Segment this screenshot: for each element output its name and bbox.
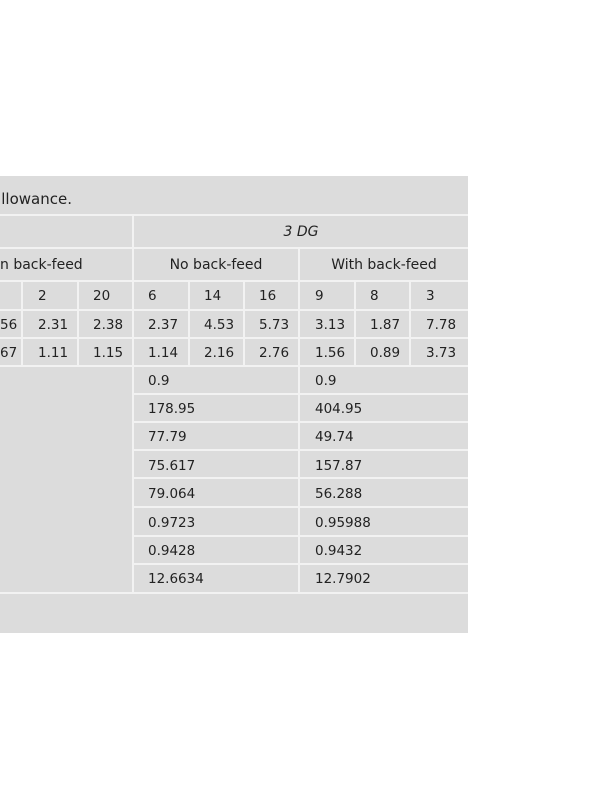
partial-row1-cell: 2.31 xyxy=(38,317,69,333)
row-divider xyxy=(133,421,468,423)
no-bf-value: 12.6634 xyxy=(148,571,204,587)
no-bf-row1-cell: 5.73 xyxy=(259,317,290,333)
col-divider xyxy=(298,247,300,594)
partial-row2-cell: 67 xyxy=(0,345,18,361)
col-divider xyxy=(21,280,23,367)
with-bf-value: 49.74 xyxy=(315,429,354,445)
caption-text: llowance. xyxy=(1,190,72,208)
row-divider xyxy=(133,535,468,537)
table-footer xyxy=(0,594,468,633)
partial-row2-cell: 1.15 xyxy=(93,345,124,361)
partial-row2-cell: 1.11 xyxy=(38,345,69,361)
no-bf-row1-cell: 2.37 xyxy=(148,317,179,333)
with-bf-value: 0.95988 xyxy=(315,515,371,531)
col-divider xyxy=(188,280,190,367)
group-header-left-back-feed: n back-feed xyxy=(0,257,83,273)
no-bf-header-cell: 16 xyxy=(259,288,277,304)
row-divider xyxy=(0,247,468,249)
table-caption xyxy=(0,176,468,214)
with-bf-value: 0.9432 xyxy=(315,543,363,559)
col-divider xyxy=(409,280,411,367)
no-bf-row2-cell: 1.14 xyxy=(148,345,179,361)
no-bf-value: 0.9428 xyxy=(148,543,196,559)
col-divider xyxy=(77,280,79,367)
row-divider xyxy=(133,477,468,479)
with-bf-row1-cell: 3.13 xyxy=(315,317,346,333)
with-bf-value: 0.9 xyxy=(315,373,337,389)
no-bf-value: 79.064 xyxy=(148,486,196,502)
partial-row1-cell: 2.38 xyxy=(93,317,124,333)
row-divider xyxy=(133,393,468,395)
with-bf-row2-cell: 0.89 xyxy=(370,345,401,361)
with-bf-row2-cell: 3.73 xyxy=(426,345,457,361)
no-bf-row2-cell: 2.76 xyxy=(259,345,290,361)
partial-header-cell: 20 xyxy=(93,288,111,304)
row-divider xyxy=(0,214,468,216)
with-bf-header-cell: 8 xyxy=(370,288,379,304)
row-divider xyxy=(0,280,468,282)
with-bf-header-cell: 9 xyxy=(315,288,324,304)
with-bf-value: 404.95 xyxy=(315,401,363,417)
no-bf-value: 178.95 xyxy=(148,401,196,417)
with-bf-value: 12.7902 xyxy=(315,571,371,587)
with-bf-row1-cell: 1.87 xyxy=(370,317,401,333)
no-bf-value: 77.79 xyxy=(148,429,187,445)
group-header-with-back-feed: With back-feed xyxy=(331,257,437,273)
partial-header-cell: 2 xyxy=(38,288,47,304)
row-divider xyxy=(0,309,468,311)
no-bf-header-cell: 6 xyxy=(148,288,157,304)
partial-row1-cell: 56 xyxy=(0,317,18,333)
with-bf-row1-cell: 7.78 xyxy=(426,317,457,333)
group-header-no-back-feed: No back-feed xyxy=(169,257,263,273)
no-bf-header-cell: 14 xyxy=(204,288,222,304)
group-header-3dg: 3 DG xyxy=(283,224,319,240)
row-divider xyxy=(133,506,468,508)
no-bf-value: 0.9723 xyxy=(148,515,196,531)
with-bf-row2-cell: 1.56 xyxy=(315,345,346,361)
row-divider xyxy=(0,337,468,339)
col-divider xyxy=(354,280,356,367)
row-divider xyxy=(133,449,468,451)
no-bf-value: 0.9 xyxy=(148,373,170,389)
no-bf-row2-cell: 2.16 xyxy=(204,345,235,361)
with-bf-header-cell: 3 xyxy=(426,288,435,304)
row-divider xyxy=(133,563,468,565)
with-bf-value: 56.288 xyxy=(315,486,363,502)
row-divider xyxy=(0,365,468,367)
col-divider xyxy=(243,280,245,367)
with-bf-value: 157.87 xyxy=(315,458,363,474)
no-bf-row1-cell: 4.53 xyxy=(204,317,235,333)
no-bf-value: 75.617 xyxy=(148,458,196,474)
